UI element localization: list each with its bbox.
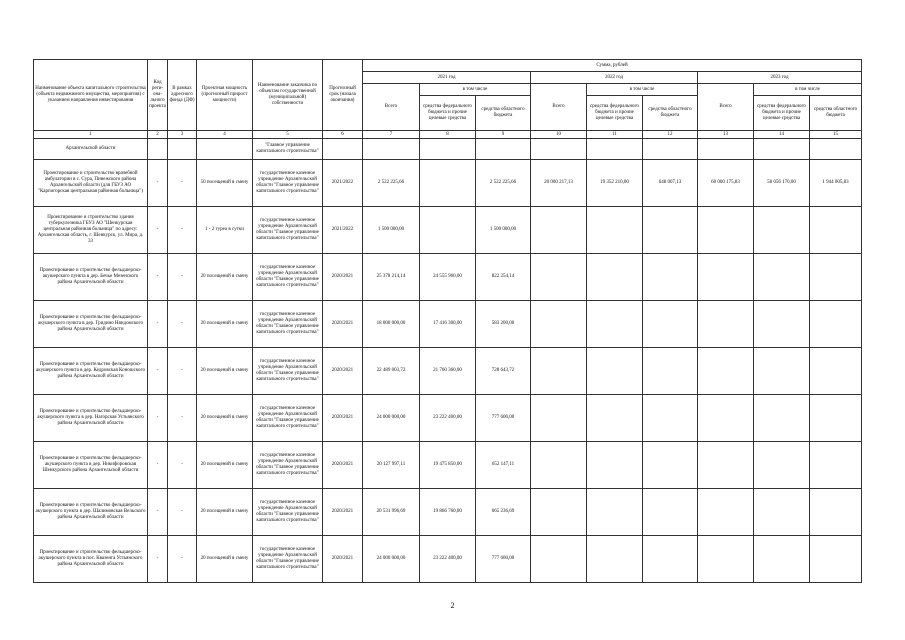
cell-reg-2023: [810, 536, 862, 583]
cell-fed-2021: 23 222 400,00: [420, 536, 476, 583]
row-daip: [168, 139, 197, 160]
cell-fed-2021: 17 416 300,00: [420, 301, 476, 348]
column-number: 5: [253, 131, 323, 139]
cell-fed-2023: [754, 442, 810, 489]
row-daip: -: [168, 395, 197, 442]
column-number: 10: [531, 131, 587, 139]
row-term: 2020/2021: [323, 254, 363, 301]
row-code: -: [148, 254, 168, 301]
table-row: [34, 395, 862, 442]
cell-total-2023: 60 000 175,83: [698, 160, 754, 207]
header-code: Код реги-она-льного проекта: [148, 60, 168, 131]
row-customer: "Главное управление капитального строительства": [253, 139, 323, 160]
row-customer: государственное казенное учреждение Архангельской области "Главное управление капитального строительства": [253, 254, 323, 301]
cell-total-2021: 25 378 214,14: [363, 254, 420, 301]
table-row: [34, 160, 862, 207]
row-customer: государственное казенное учреждение Архангельской области "Главное управление капитального строительства": [253, 395, 323, 442]
table-header: [34, 60, 862, 139]
cell-reg-2022: [643, 348, 698, 395]
cell-total-2023: [698, 489, 754, 536]
row-name: Проектирование и строительство фельдшерско-акушерского пункта в дер. Нагорская Устьянского района Архангельской области: [34, 395, 148, 442]
cell-reg-2023: [810, 395, 862, 442]
cell-fed-2021: 19 475 850,00: [420, 442, 476, 489]
row-name: Проектирование и строительство фельдшерско-акушерского пункта в дер. Кедровская Коношского района Архангельской области: [34, 348, 148, 395]
row-customer: государственное казенное учреждение Архангельской области "Главное управление капитального строительства": [253, 301, 323, 348]
cell-total-2022: [531, 207, 587, 254]
row-term: 2020/2021: [323, 489, 363, 536]
column-number: 14: [754, 131, 810, 139]
cell-reg-2021: [476, 139, 531, 160]
row-term: 2020/2021: [323, 301, 363, 348]
row-code: -: [148, 301, 168, 348]
row-code: -: [148, 536, 168, 583]
cell-fed-2021: [420, 139, 476, 160]
header-customer: Наименование заказчика по объектам государственной (муниципальной) собственности: [253, 60, 323, 131]
row-daip: -: [168, 301, 197, 348]
column-number: 2: [148, 131, 168, 139]
row-name: Проектирование и строительство фельдшерско-акушерского пункта в дер. Гридино Няндомского района Архангельской области: [34, 301, 148, 348]
cell-total-2021: 18 000 000,00: [363, 301, 420, 348]
cell-total-2021: 20 531 996,69: [363, 489, 420, 536]
row-term: 2021/2022: [323, 207, 363, 254]
row-customer: государственное казенное учреждение Архангельской области "Главное управление капитального строительства": [253, 489, 323, 536]
row-daip: -: [168, 207, 197, 254]
cell-reg-2022: [643, 442, 698, 489]
cell-total-2021: 20 127 997,11: [363, 442, 420, 489]
cell-fed-2023: [754, 395, 810, 442]
header-reg: средства областного бюджета: [810, 96, 862, 131]
cell-fed-2023: [754, 139, 810, 160]
header-reg: средства областного бюджета: [643, 96, 698, 131]
cell-fed-2022: [587, 489, 643, 536]
cell-fed-2023: 58 056 170,00: [754, 160, 810, 207]
row-capacity: 1 - 2 туреа в сутки: [197, 207, 253, 254]
row-capacity: 20 посещений в смену: [197, 442, 253, 489]
cell-total-2022: [531, 536, 587, 583]
row-customer: государственное казенное учреждение Архангельской области "Главное управление капитального строительства": [253, 160, 323, 207]
row-code: -: [148, 489, 168, 536]
cell-fed-2022: [587, 139, 643, 160]
table-row: [34, 348, 862, 395]
cell-fed-2021: 21 760 360,00: [420, 348, 476, 395]
cell-reg-2021: 583 200,00: [476, 301, 531, 348]
row-daip: -: [168, 489, 197, 536]
column-number: 8: [420, 131, 476, 139]
cell-reg-2022: 648 007,13: [643, 160, 698, 207]
header-daip: В рамках адресного фонда (ДФ): [168, 60, 197, 131]
cell-reg-2023: [810, 207, 862, 254]
row-daip: -: [168, 160, 197, 207]
cell-reg-2022: [643, 254, 698, 301]
cell-total-2023: [698, 139, 754, 160]
header-total: Всего: [698, 84, 754, 131]
row-customer: государственное казенное учреждение Архангельской области "Главное управление капитального строительства": [253, 442, 323, 489]
cell-reg-2023: [810, 254, 862, 301]
cell-reg-2022: [643, 536, 698, 583]
cell-fed-2021: [420, 160, 476, 207]
row-customer: государственное казенное учреждение Архангельской области "Главное управление капитального строительства": [253, 348, 323, 395]
cell-total-2021: 1 500 000,00: [363, 207, 420, 254]
row-daip: -: [168, 536, 197, 583]
cell-total-2023: [698, 254, 754, 301]
cell-total-2022: [531, 139, 587, 160]
cell-reg-2023: 1 944 005,83: [810, 160, 862, 207]
cell-total-2023: [698, 301, 754, 348]
cell-reg-2022: [643, 489, 698, 536]
column-number: 12: [643, 131, 698, 139]
row-code: [148, 139, 168, 160]
cell-reg-2023: [810, 348, 862, 395]
cell-reg-2023: [810, 442, 862, 489]
cell-reg-2021: 1 500 000,00: [476, 207, 531, 254]
row-name: Проектирование и строительство здания туберкулезника ГБУЗ АО "Шенкурская центральная районная больница" по адресу: Архангельская область, г. Шенкурск, ул. Мира, д. 33: [34, 207, 148, 254]
cell-total-2022: [531, 395, 587, 442]
cell-fed-2022: [587, 207, 643, 254]
column-number: 11: [587, 131, 643, 139]
row-term: 2020/2021: [323, 395, 363, 442]
column-number: 6: [323, 131, 363, 139]
header-incl: в том числе: [587, 84, 698, 96]
cell-fed-2023: [754, 536, 810, 583]
table-row: [34, 442, 862, 489]
header-capacity: Проектная мощность (прогнозный прирост мощности): [197, 60, 253, 131]
cell-total-2021: 2 522 225,66: [363, 160, 420, 207]
table-row: [34, 139, 862, 160]
row-name: Проектирование и строительство фельдшерско-акушерского пункта в дер. Никифоровская Шенкурского района Архангельской области: [34, 442, 148, 489]
cell-total-2022: [531, 489, 587, 536]
row-term: [323, 139, 363, 160]
row-code: -: [148, 442, 168, 489]
row-capacity: [197, 139, 253, 160]
cell-fed-2022: [587, 348, 643, 395]
row-name: Проектирование и строительство врачебной амбулатории в с. Сура, Пинежского района Архангельской области (для ГБУЗ АО "Карпогорская центральная районная больница"): [34, 160, 148, 207]
row-code: -: [148, 348, 168, 395]
cell-total-2023: [698, 348, 754, 395]
row-daip: -: [168, 442, 197, 489]
row-code: -: [148, 160, 168, 207]
table-body: [34, 139, 862, 583]
page-number: 2: [450, 601, 455, 610]
cell-reg-2023: [810, 489, 862, 536]
cell-fed-2022: [587, 442, 643, 489]
cell-reg-2022: [643, 301, 698, 348]
cell-reg-2022: [643, 139, 698, 160]
header-incl: в том числе: [420, 84, 531, 96]
cell-fed-2021: 24 555 960,00: [420, 254, 476, 301]
column-number: 3: [168, 131, 197, 139]
row-code: -: [148, 207, 168, 254]
row-code: -: [148, 395, 168, 442]
header-reg: средства областного бюджета: [476, 96, 531, 131]
header-incl: в том числе: [754, 84, 862, 96]
row-capacity: 20 посещений в смену: [197, 254, 253, 301]
header-fed: средства федерального бюджета и прочие целевые средства: [754, 96, 810, 131]
cell-total-2022: [531, 348, 587, 395]
cell-total-2021: 24 000 000,00: [363, 536, 420, 583]
column-number: 7: [363, 131, 420, 139]
cell-total-2021: [363, 139, 420, 160]
header-year-2022: 2022 год: [531, 72, 698, 84]
header-total: Всего: [531, 84, 587, 131]
cell-fed-2023: [754, 301, 810, 348]
row-term: 2020/2021: [323, 348, 363, 395]
cell-reg-2022: [643, 207, 698, 254]
cell-reg-2023: [810, 139, 862, 160]
cell-fed-2022: [587, 536, 643, 583]
row-capacity: 50 посещений в смену: [197, 160, 253, 207]
cell-fed-2021: 19 866 760,00: [420, 489, 476, 536]
cell-total-2022: [531, 254, 587, 301]
cell-total-2023: [698, 207, 754, 254]
cell-total-2022: 20 000 217,13: [531, 160, 587, 207]
cell-reg-2022: [643, 395, 698, 442]
cell-fed-2022: [587, 254, 643, 301]
cell-reg-2021: 728 643,72: [476, 348, 531, 395]
row-capacity: 20 посещений в смену: [197, 536, 253, 583]
row-capacity: 20 посещений в смену: [197, 301, 253, 348]
cell-fed-2021: [420, 207, 476, 254]
cell-fed-2022: [587, 301, 643, 348]
cell-total-2023: [698, 395, 754, 442]
row-name: Проектирование и строительство фельдшерско-акушерского пункта в дер. Бечье Мезенского района Архангельской области: [34, 254, 148, 301]
investment-table: [33, 59, 862, 583]
table-row: [34, 254, 862, 301]
header-year-2021: 2021 год: [363, 72, 531, 84]
column-number: 9: [476, 131, 531, 139]
row-name: Архангельской области: [34, 139, 148, 160]
cell-fed-2023: [754, 254, 810, 301]
row-term: 2020/2021: [323, 536, 363, 583]
cell-reg-2021: 665 236,69: [476, 489, 531, 536]
row-term: 2020/2021: [323, 442, 363, 489]
row-capacity: 20 посещений в смену: [197, 395, 253, 442]
row-capacity: 20 посещений в смену: [197, 489, 253, 536]
cell-reg-2021: 2 522 225,66: [476, 160, 531, 207]
row-term: 2021/2022: [323, 160, 363, 207]
cell-reg-2021: 822 254,14: [476, 254, 531, 301]
cell-total-2023: [698, 536, 754, 583]
column-number: 15: [810, 131, 862, 139]
header-fed: средства федерального бюджета и прочие целевые средства: [420, 96, 476, 131]
row-name: Проектирование и строительство фельдшерско-акушерского пункта в дер. Шалимовская Вельского района Архангельской области: [34, 489, 148, 536]
cell-fed-2023: [754, 489, 810, 536]
row-customer: государственное казенное учреждение Архангельской области "Главное управление капитального строительства": [253, 207, 323, 254]
cell-fed-2021: 23 222 400,00: [420, 395, 476, 442]
cell-reg-2021: 652 147,11: [476, 442, 531, 489]
cell-total-2021: 22 489 003,72: [363, 348, 420, 395]
cell-fed-2022: [587, 395, 643, 442]
header-name: Наименование объекта капитального строительства (объекта недвижимого имущества, мероприятия) с указанием направления инвестирования: [34, 60, 148, 131]
cell-total-2022: [531, 301, 587, 348]
header-sum: Сумма, рублей: [363, 60, 862, 72]
cell-reg-2021: 777 600,00: [476, 395, 531, 442]
row-capacity: 20 посещений в смену: [197, 348, 253, 395]
table-row: [34, 301, 862, 348]
column-number: 13: [698, 131, 754, 139]
header-term: Прогнозный срок (начала окончания): [323, 60, 363, 131]
header-year-2023: 2023 год: [698, 72, 862, 84]
cell-fed-2023: [754, 207, 810, 254]
column-number: 4: [197, 131, 253, 139]
cell-fed-2023: [754, 348, 810, 395]
column-number: 1: [34, 131, 148, 139]
cell-fed-2022: 19 352 210,00: [587, 160, 643, 207]
cell-total-2022: [531, 442, 587, 489]
cell-total-2023: [698, 442, 754, 489]
table-row: [34, 489, 862, 536]
row-name: Проектирование и строительство фельдшерско-акушерского пункта в пос. Квазенга Устьянского района Архангельской области: [34, 536, 148, 583]
table-row: [34, 536, 862, 583]
cell-reg-2023: [810, 301, 862, 348]
row-daip: -: [168, 254, 197, 301]
row-daip: -: [168, 348, 197, 395]
row-customer: государственное казенное учреждение Архангельской области "Главное управление капитального строительства": [253, 536, 323, 583]
cell-total-2021: 24 000 000,00: [363, 395, 420, 442]
header-total: Всего: [363, 84, 420, 131]
cell-reg-2021: 777 600,00: [476, 536, 531, 583]
table-row: [34, 207, 862, 254]
header-fed: средства федерального бюджета и прочие целевые средства: [587, 96, 643, 131]
